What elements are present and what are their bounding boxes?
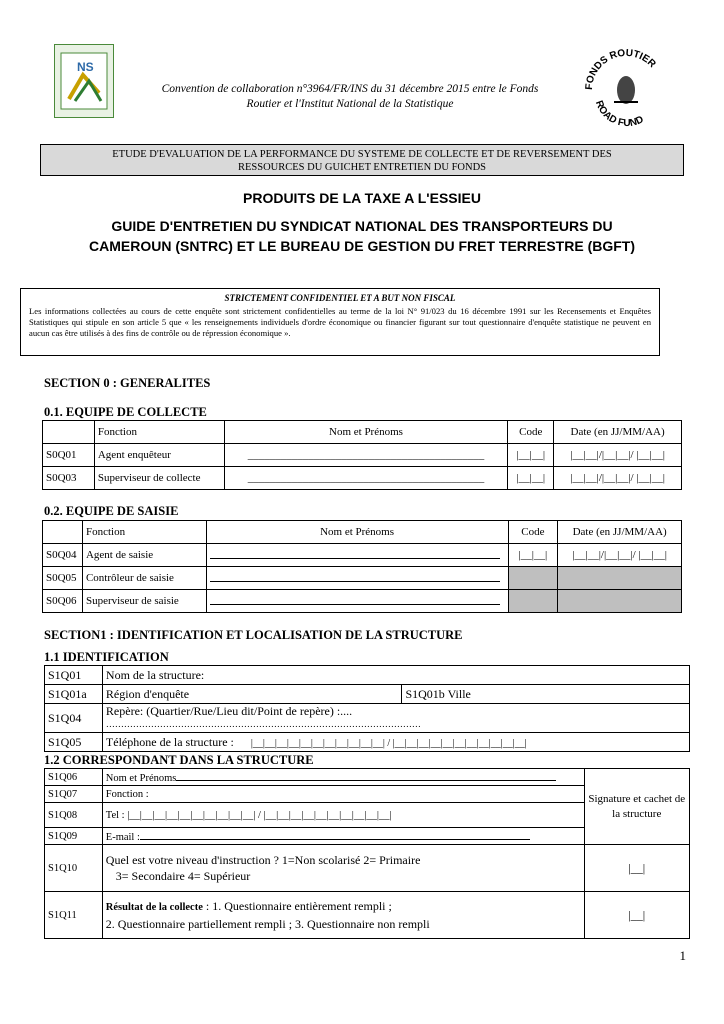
table-header-row	[43, 421, 682, 444]
header-fonction: Fonction	[94, 421, 224, 444]
instruction-line-1: Quel est votre niveau d'instruction ? 1=Non scolarisé 2= Primaire	[105, 853, 421, 867]
telephone-boxes[interactable]: |__|__|__|__|__|__|__|__|__|__|__| / |__|__|__|__|__|__|__|__|__|__|__|	[250, 737, 527, 749]
collecte-title: 0.1. EQUIPE DE COLLECTE	[44, 405, 207, 419]
date-disabled	[558, 590, 682, 613]
section0-title: SECTION 0 : GENERALITES	[44, 376, 211, 390]
row-fonction: Agent de saisie	[82, 544, 206, 567]
header-code: Code	[508, 421, 554, 444]
region-field[interactable]: Région d'enquête	[102, 685, 402, 704]
row-fonction: Agent enquêteur	[94, 444, 224, 467]
row-fonction: Contrôleur de saisie	[82, 567, 206, 590]
date-input[interactable]: |__|__|/|__|__|/ |__|__|	[554, 444, 682, 467]
code-input[interactable]: |__|__|	[508, 544, 558, 567]
nom-input[interactable]: ___________________________________________	[224, 467, 508, 490]
collecte-table	[42, 420, 682, 490]
ins-logo-text: NS	[77, 60, 94, 74]
table-row	[45, 845, 690, 892]
resultat-line-2: 2. Questionnaire partiellement rempli ; 3. Questionnaire non rempli	[105, 917, 430, 931]
row-code: S0Q06	[43, 590, 83, 613]
convention-line-1: Convention de collaboration n°3964/FR/INS du 31 décembre 2015 entre le Fonds	[161, 83, 539, 95]
correspondant-table	[44, 768, 690, 939]
row-code: S0Q04	[43, 544, 83, 567]
table-row	[45, 704, 690, 733]
saisie-title: 0.2. EQUIPE DE SAISIE	[44, 504, 179, 518]
header-fonction: Fonction	[82, 521, 206, 544]
nom-input[interactable]	[206, 590, 508, 613]
q-code: S1Q05	[45, 733, 103, 752]
code-disabled	[508, 590, 558, 613]
confidential-box	[20, 288, 660, 356]
fonds-routier-logo-icon	[580, 44, 672, 130]
q-code: S1Q07	[45, 786, 103, 803]
table-row	[43, 444, 682, 467]
q-code: S1Q10	[45, 845, 103, 892]
convention-line-2: Routier et l'Institut National de la Statistique	[246, 98, 454, 110]
date-input[interactable]: |__|__|/|__|__|/ |__|__|	[558, 544, 682, 567]
header-cell	[43, 421, 95, 444]
identification-title: 1.1 IDENTIFICATION	[44, 650, 169, 664]
ins-logo	[54, 44, 114, 118]
saisie-table	[42, 520, 682, 613]
header-code: Code	[508, 521, 558, 544]
svg-text:ROAD FUND	[593, 99, 646, 129]
tel-field[interactable]: Tel : |__|__|__|__|__|__|__|__|__|__| / |__|__|__|__|__|__|__|__|__|__|	[102, 803, 584, 828]
nom-input[interactable]	[206, 544, 508, 567]
fonction-field[interactable]: Fonction :	[102, 786, 584, 803]
q-code: S1Q06	[45, 769, 103, 786]
table-row	[45, 666, 690, 685]
q-code: S1Q08	[45, 803, 103, 828]
email-field[interactable]	[102, 828, 584, 845]
repere-dots: ……………………………………………………………………………………………	[105, 719, 421, 729]
instruction-line-2: 3= Secondaire 4= Supérieur	[115, 869, 251, 883]
ins-logo-icon	[55, 45, 113, 117]
page-number: 1	[679, 948, 686, 963]
table-row	[45, 769, 690, 786]
instruction-answer-box[interactable]: |__|	[584, 845, 689, 892]
instruction-question	[102, 845, 584, 892]
resultat-answer-box[interactable]: |__|	[584, 892, 689, 939]
table-row	[45, 685, 690, 704]
q-code: S1Q11	[45, 892, 103, 939]
q-code: S1Q09	[45, 828, 103, 845]
nom-structure-field[interactable]: Nom de la structure:	[102, 666, 689, 685]
subtitle-line-1: GUIDE D'ENTRETIEN DU SYNDICAT NATIONAL DES TRANSPORTEURS DU	[111, 218, 613, 234]
date-disabled	[558, 567, 682, 590]
confidential-title: STRICTEMENT CONFIDENTIEL ET A BUT NON FISCAL	[224, 293, 456, 303]
row-code: S0Q03	[43, 467, 95, 490]
nom-field[interactable]	[102, 769, 584, 786]
nom-input[interactable]	[206, 567, 508, 590]
main-title: PRODUITS DE LA TAXE A L'ESSIEU	[243, 190, 481, 206]
code-disabled	[508, 567, 558, 590]
code-input[interactable]: |__|__|	[508, 444, 554, 467]
code-input[interactable]: |__|__|	[508, 467, 554, 490]
resultat-line-1: : 1. Questionnaire entièrement rempli ;	[202, 899, 392, 913]
row-fonction: Superviseur de saisie	[82, 590, 206, 613]
section1-title: SECTION1 : IDENTIFICATION ET LOCALISATION DE LA STRUCTURE	[44, 628, 463, 642]
date-input[interactable]: |__|__|/|__|__|/ |__|__|	[554, 467, 682, 490]
resultat-question	[102, 892, 584, 939]
header-cell	[43, 521, 83, 544]
subtitle-line-2: CAMEROUN (SNTRC) ET LE BUREAU DE GESTION DU FRET TERRESTRE (BGFT)	[89, 238, 635, 254]
header-nom: Nom et Prénoms	[224, 421, 508, 444]
telephone-label: Téléphone de la structure :	[105, 734, 234, 749]
repere-label: Repère: (Quartier/Rue/Lieu dit/Point de repère) :....	[105, 704, 353, 718]
signature-cachet[interactable]: Signature et cachet de la structure	[584, 769, 689, 845]
row-code: S0Q01	[43, 444, 95, 467]
header-date: Date (en JJ/MM/AA)	[554, 421, 682, 444]
logo-arc-bottom: ROAD FUND	[592, 99, 646, 130]
confidential-body: Les informations collectées au cours de cette enquête sont strictement confidentielles au terme de la loi N° 91/023 du 16 décembre 1991 sur les Recensements et Enquêtes Statistiques qui stipule en son article 5 que « les renseignements individuels d'ordre économique ou financier figurant sur tout questionnaire d'enquête statistique ne peuvent en aucun cas être utilisés à des fins de contrôle ou de répression économique ».	[29, 306, 651, 338]
etude-line-1: ETUDE D'EVALUATION DE LA PERFORMANCE DU SYSTEME DE COLLECTE ET DE REVERSEMENT DES	[112, 149, 612, 160]
table-row	[43, 590, 682, 613]
row-code: S0Q05	[43, 567, 83, 590]
identification-table	[44, 665, 690, 752]
header-nom: Nom et Prénoms	[206, 521, 508, 544]
telephone-field[interactable]	[102, 733, 689, 752]
row-fonction: Superviseur de collecte	[94, 467, 224, 490]
logo-arc-top: FONDS ROUTIER	[583, 47, 658, 91]
q-code: S1Q01	[45, 666, 103, 685]
q-code: S1Q04	[45, 704, 103, 733]
etude-line-2: RESSOURCES DU GUICHET ENTRETIEN DU FONDS	[237, 162, 487, 173]
correspondant-title: 1.2 CORRESPONDANT DANS LA STRUCTURE	[44, 753, 314, 767]
table-row	[45, 733, 690, 752]
ville-field[interactable]: S1Q01b Ville	[402, 685, 690, 704]
table-row	[43, 544, 682, 567]
nom-label: Nom et Prénoms	[105, 772, 177, 784]
etude-banner	[40, 144, 684, 176]
fonds-routier-logo	[580, 44, 672, 130]
nom-input[interactable]: ___________________________________________	[224, 444, 508, 467]
table-row	[43, 467, 682, 490]
repere-field[interactable]	[102, 704, 689, 733]
resultat-bold-label: Résultat de la collecte	[105, 902, 203, 913]
q-code: S1Q01a	[45, 685, 103, 704]
table-row	[45, 892, 690, 939]
table-row	[43, 567, 682, 590]
email-label: E-mail :	[105, 831, 140, 843]
table-header-row	[43, 521, 682, 544]
header-date: Date (en JJ/MM/AA)	[558, 521, 682, 544]
